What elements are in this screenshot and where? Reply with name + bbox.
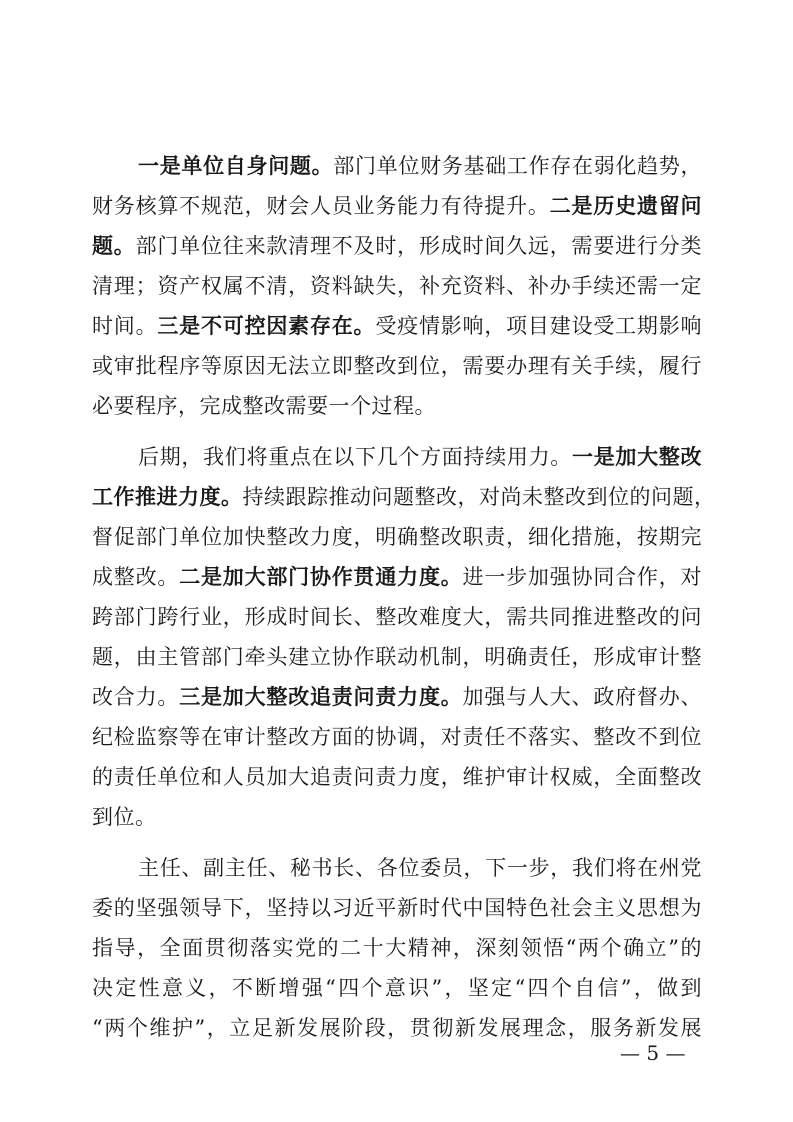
paragraph-line bbox=[92, 346, 702, 386]
paragraph-line bbox=[92, 517, 702, 557]
paragraph-line bbox=[92, 226, 702, 266]
body-text: 时间。 bbox=[92, 314, 158, 338]
paragraph-line bbox=[92, 757, 702, 797]
body-text: 或审批程序等原因无法立即整改到位，需要办理有关手续，履行 bbox=[92, 354, 702, 378]
body-text: 改合力。 bbox=[92, 685, 180, 709]
bold-heading-text: 二是历史遗留问 bbox=[549, 193, 703, 218]
body-text: 的责任单位和人员加大追责问责力度，维护审计权威，全面整改 bbox=[92, 765, 702, 789]
paragraph-line bbox=[92, 717, 702, 757]
body-text: 后期，我们将重点在以下几个方面持续用力。 bbox=[138, 445, 572, 469]
bold-heading-text: 一是加大整改 bbox=[572, 444, 702, 469]
paragraph-line bbox=[92, 306, 702, 346]
paragraph-line bbox=[92, 677, 702, 717]
body-text: 加强与人大、政府督办、 bbox=[462, 685, 703, 709]
body-text: 必要程序，完成整改需要一个过程。 bbox=[92, 394, 436, 418]
paragraph-line bbox=[92, 557, 702, 597]
body-text: 题，由主管部门牵头建立协作联动机制，明确责任，形成审计整 bbox=[92, 645, 702, 669]
body-text: 指导，全面贯彻落实党的二十大精神，深刻领悟“两个确立”的 bbox=[92, 936, 702, 960]
bold-heading-text: 题。 bbox=[92, 233, 136, 258]
body-text: 督促部门单位加快整改力度，明确整改职责，细化措施，按期完 bbox=[92, 525, 702, 549]
paragraph-line bbox=[92, 186, 702, 226]
paragraph-line bbox=[92, 1008, 702, 1048]
paragraph-line bbox=[92, 597, 702, 637]
paragraph-line bbox=[92, 928, 702, 968]
paragraph-line bbox=[92, 968, 702, 1008]
body-text: 成整改。 bbox=[92, 565, 180, 589]
paragraph-line bbox=[92, 797, 702, 837]
body-text: 纪检监察等在审计整改方面的协调，对责任不落实、整改不到位 bbox=[92, 725, 702, 749]
body-text: 主任、副主任、秘书长、各位委员，下一步，我们将在州党 bbox=[138, 856, 702, 880]
paragraph-first-line bbox=[138, 848, 702, 888]
body-text: 决定性意义，不断增强“四个意识”，坚定“四个自信”，做到 bbox=[92, 976, 702, 1000]
page-number: — 5 — bbox=[620, 1041, 686, 1065]
paragraph-line bbox=[92, 888, 702, 928]
bold-heading-text: 三是不可控因素存在。 bbox=[157, 313, 376, 338]
body-text: 部门单位财务基础工作存在弱化趋势， bbox=[333, 154, 703, 178]
body-text: 部门单位往来款清理不及时，形成时间久远，需要进行分类 bbox=[135, 234, 702, 258]
bold-heading-text: 三是加大整改追责问责力度。 bbox=[179, 684, 463, 709]
body-text: 受疫情影响，项目建设受工期影响 bbox=[375, 314, 703, 338]
body-text: 跨部门跨行业，形成时间长、整改难度大，需共同推进整改的问 bbox=[92, 605, 702, 629]
body-text: 委的坚强领导下，坚持以习近平新时代中国特色社会主义思想为 bbox=[92, 896, 702, 920]
paragraph-line bbox=[92, 477, 716, 517]
paragraph-line bbox=[92, 637, 702, 677]
body-text: 进一步加强协同合作，对 bbox=[462, 565, 703, 589]
bold-heading-text: 二是加大部门协作贯通力度。 bbox=[179, 564, 463, 589]
body-text: 清理；资产权属不清，资料缺失，补充资料、补办手续还需一定 bbox=[92, 274, 702, 298]
paragraph-line bbox=[92, 266, 702, 306]
body-text: 到位。 bbox=[92, 805, 157, 829]
paragraph-first-line bbox=[138, 437, 702, 477]
bold-heading-text: 一是单位自身问题。 bbox=[138, 153, 334, 178]
body-text: 持续跟踪推动问题整改，对尚未整改到位的问题， bbox=[242, 485, 716, 509]
paragraph-first-line bbox=[138, 146, 702, 186]
body-text: “两个维护”，立足新发展阶段，贯彻新发展理念，服务新发展 bbox=[92, 1016, 702, 1040]
paragraph-line bbox=[92, 386, 702, 426]
body-text: 财务核算不规范，财会人员业务能力有待提升。 bbox=[92, 194, 550, 218]
bold-heading-text: 工作推进力度。 bbox=[92, 484, 243, 509]
